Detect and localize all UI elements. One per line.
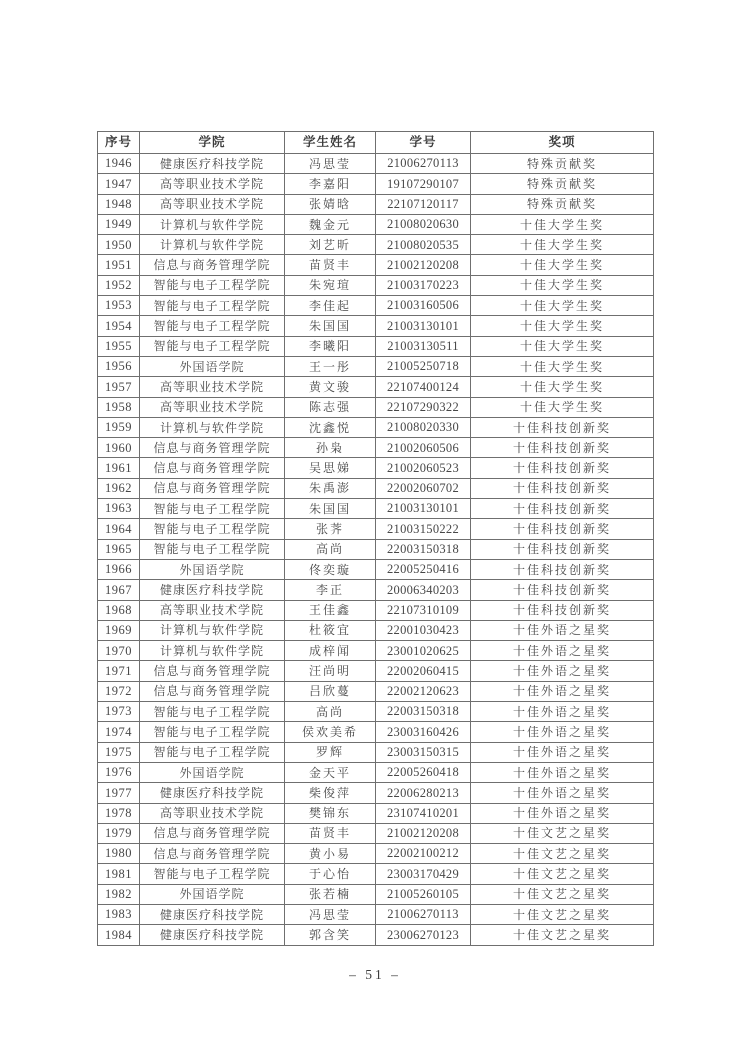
cell-college: 高等职业技术学院	[140, 600, 285, 620]
cell-serial: 1957	[98, 377, 140, 397]
table-row	[98, 438, 654, 458]
cell-student-name: 张荠	[285, 519, 376, 539]
cell-college: 外国语学院	[140, 356, 285, 376]
cell-serial: 1969	[98, 620, 140, 640]
cell-college: 健康医疗科技学院	[140, 925, 285, 945]
cell-college: 信息与商务管理学院	[140, 823, 285, 843]
cell-student-id: 22107400124	[376, 377, 471, 397]
cell-college: 信息与商务管理学院	[140, 458, 285, 478]
cell-student-id: 22006280213	[376, 783, 471, 803]
cell-student-id: 22107290322	[376, 397, 471, 417]
cell-college: 信息与商务管理学院	[140, 438, 285, 458]
cell-award: 十佳科技创新奖	[471, 600, 654, 620]
cell-serial: 1973	[98, 702, 140, 722]
table-row	[98, 174, 654, 194]
cell-serial: 1954	[98, 316, 140, 336]
cell-college: 信息与商务管理学院	[140, 844, 285, 864]
cell-student-id: 22002060415	[376, 661, 471, 681]
cell-student-name: 罗辉	[285, 742, 376, 762]
cell-student-name: 王佳鑫	[285, 600, 376, 620]
column-header-award: 奖项	[471, 132, 654, 154]
cell-serial: 1982	[98, 884, 140, 904]
cell-student-name: 苗贤丰	[285, 255, 376, 275]
table-row	[98, 458, 654, 478]
cell-student-id: 21003130101	[376, 316, 471, 336]
cell-award: 十佳外语之星奖	[471, 803, 654, 823]
cell-student-name: 高尚	[285, 702, 376, 722]
cell-student-name: 李嘉阳	[285, 174, 376, 194]
cell-award: 十佳文艺之星奖	[471, 844, 654, 864]
cell-student-name: 朱禹澎	[285, 478, 376, 498]
column-header-student-name: 学生姓名	[285, 132, 376, 154]
cell-student-id: 21002060506	[376, 438, 471, 458]
table-row	[98, 702, 654, 722]
column-header-serial: 序号	[98, 132, 140, 154]
cell-student-id: 21003160506	[376, 296, 471, 316]
cell-student-id: 21003130511	[376, 336, 471, 356]
cell-serial: 1968	[98, 600, 140, 620]
cell-college: 智能与电子工程学院	[140, 499, 285, 519]
cell-student-id: 22002100212	[376, 844, 471, 864]
table-row	[98, 397, 654, 417]
cell-serial: 1962	[98, 478, 140, 498]
table-row	[98, 194, 654, 214]
cell-award: 特殊贡献奖	[471, 194, 654, 214]
table-row	[98, 417, 654, 437]
cell-serial: 1949	[98, 214, 140, 234]
cell-student-id: 21003170223	[376, 275, 471, 295]
cell-serial: 1960	[98, 438, 140, 458]
cell-student-id: 21002120208	[376, 823, 471, 843]
cell-serial: 1983	[98, 904, 140, 924]
cell-college: 计算机与软件学院	[140, 641, 285, 661]
cell-serial: 1984	[98, 925, 140, 945]
cell-student-name: 汪尚明	[285, 661, 376, 681]
cell-award: 十佳文艺之星奖	[471, 864, 654, 884]
cell-award: 十佳外语之星奖	[471, 722, 654, 742]
table-row	[98, 356, 654, 376]
table-row	[98, 539, 654, 559]
table-row	[98, 803, 654, 823]
table-row	[98, 681, 654, 701]
cell-award: 十佳大学生奖	[471, 296, 654, 316]
cell-serial: 1977	[98, 783, 140, 803]
cell-student-name: 张婧晗	[285, 194, 376, 214]
cell-award: 十佳外语之星奖	[471, 661, 654, 681]
cell-serial: 1964	[98, 519, 140, 539]
cell-serial: 1948	[98, 194, 140, 214]
cell-award: 十佳外语之星奖	[471, 783, 654, 803]
table-row	[98, 925, 654, 945]
cell-serial: 1955	[98, 336, 140, 356]
cell-college: 外国语学院	[140, 559, 285, 579]
cell-award: 十佳大学生奖	[471, 255, 654, 275]
cell-student-name: 金天平	[285, 762, 376, 782]
cell-student-name: 佟奕璇	[285, 559, 376, 579]
cell-award: 特殊贡献奖	[471, 174, 654, 194]
table-row	[98, 559, 654, 579]
cell-serial: 1974	[98, 722, 140, 742]
cell-student-id: 23107410201	[376, 803, 471, 823]
cell-award: 十佳科技创新奖	[471, 478, 654, 498]
cell-student-name: 高尚	[285, 539, 376, 559]
cell-student-id: 21002060523	[376, 458, 471, 478]
cell-college: 健康医疗科技学院	[140, 154, 285, 174]
cell-serial: 1980	[98, 844, 140, 864]
cell-student-name: 朱宛瑄	[285, 275, 376, 295]
cell-student-id: 21008020630	[376, 214, 471, 234]
cell-student-name: 冯思莹	[285, 904, 376, 924]
cell-award: 十佳外语之星奖	[471, 681, 654, 701]
cell-student-id: 22005250416	[376, 559, 471, 579]
cell-award: 十佳科技创新奖	[471, 519, 654, 539]
cell-student-name: 黄小易	[285, 844, 376, 864]
cell-serial: 1953	[98, 296, 140, 316]
cell-student-name: 朱国国	[285, 316, 376, 336]
table-row	[98, 742, 654, 762]
table-row	[98, 600, 654, 620]
cell-student-id: 21003150222	[376, 519, 471, 539]
cell-award: 十佳大学生奖	[471, 377, 654, 397]
cell-college: 智能与电子工程学院	[140, 519, 285, 539]
cell-college: 外国语学院	[140, 762, 285, 782]
header-row	[98, 132, 654, 154]
cell-college: 高等职业技术学院	[140, 174, 285, 194]
cell-award: 十佳外语之星奖	[471, 742, 654, 762]
cell-college: 智能与电子工程学院	[140, 539, 285, 559]
cell-serial: 1966	[98, 559, 140, 579]
cell-serial: 1979	[98, 823, 140, 843]
table-row	[98, 904, 654, 924]
cell-student-id: 21005260105	[376, 884, 471, 904]
cell-student-name: 柴俊萍	[285, 783, 376, 803]
cell-serial: 1976	[98, 762, 140, 782]
cell-award: 十佳外语之星奖	[471, 620, 654, 640]
cell-serial: 1961	[98, 458, 140, 478]
cell-award: 十佳文艺之星奖	[471, 904, 654, 924]
cell-serial: 1951	[98, 255, 140, 275]
cell-serial: 1956	[98, 356, 140, 376]
cell-award: 十佳科技创新奖	[471, 539, 654, 559]
cell-award: 十佳大学生奖	[471, 356, 654, 376]
cell-student-name: 杜筱宜	[285, 620, 376, 640]
cell-serial: 1972	[98, 681, 140, 701]
cell-award: 十佳科技创新奖	[471, 417, 654, 437]
cell-student-id: 21008020330	[376, 417, 471, 437]
cell-serial: 1967	[98, 580, 140, 600]
cell-award: 十佳科技创新奖	[471, 499, 654, 519]
cell-award: 十佳文艺之星奖	[471, 823, 654, 843]
column-header-college: 学院	[140, 132, 285, 154]
cell-award: 十佳大学生奖	[471, 214, 654, 234]
cell-college: 计算机与软件学院	[140, 214, 285, 234]
column-header-student-id: 学号	[376, 132, 471, 154]
cell-student-id: 22005260418	[376, 762, 471, 782]
table-row	[98, 154, 654, 174]
cell-student-id: 22107310109	[376, 600, 471, 620]
cell-serial: 1959	[98, 417, 140, 437]
cell-award: 十佳大学生奖	[471, 235, 654, 255]
cell-college: 计算机与软件学院	[140, 417, 285, 437]
cell-student-name: 王一彤	[285, 356, 376, 376]
cell-award: 十佳大学生奖	[471, 336, 654, 356]
cell-college: 信息与商务管理学院	[140, 255, 285, 275]
cell-serial: 1946	[98, 154, 140, 174]
table-row	[98, 661, 654, 681]
cell-student-name: 魏金元	[285, 214, 376, 234]
cell-college: 信息与商务管理学院	[140, 661, 285, 681]
cell-student-name: 李佳起	[285, 296, 376, 316]
cell-award: 十佳文艺之星奖	[471, 884, 654, 904]
cell-student-id: 23003150315	[376, 742, 471, 762]
cell-serial: 1981	[98, 864, 140, 884]
cell-student-id: 23001020625	[376, 641, 471, 661]
table-row	[98, 844, 654, 864]
cell-student-name: 陈志强	[285, 397, 376, 417]
cell-serial: 1947	[98, 174, 140, 194]
cell-college: 健康医疗科技学院	[140, 783, 285, 803]
cell-student-name: 张若楠	[285, 884, 376, 904]
table-row	[98, 823, 654, 843]
page-number: – 51 –	[349, 967, 401, 982]
table-row	[98, 519, 654, 539]
cell-college: 高等职业技术学院	[140, 194, 285, 214]
cell-college: 外国语学院	[140, 884, 285, 904]
cell-student-id: 23006270123	[376, 925, 471, 945]
table-row	[98, 641, 654, 661]
cell-student-name: 朱国国	[285, 499, 376, 519]
table-row	[98, 255, 654, 275]
cell-serial: 1965	[98, 539, 140, 559]
table-row	[98, 620, 654, 640]
cell-student-id: 22003150318	[376, 539, 471, 559]
cell-student-id: 22107120117	[376, 194, 471, 214]
cell-college: 智能与电子工程学院	[140, 702, 285, 722]
table-row	[98, 478, 654, 498]
cell-student-id: 22002120623	[376, 681, 471, 701]
table-row	[98, 214, 654, 234]
cell-student-id: 21005250718	[376, 356, 471, 376]
table-row	[98, 783, 654, 803]
cell-college: 智能与电子工程学院	[140, 296, 285, 316]
table-row	[98, 316, 654, 336]
table-row	[98, 499, 654, 519]
cell-college: 智能与电子工程学院	[140, 275, 285, 295]
cell-student-id: 21008020535	[376, 235, 471, 255]
cell-serial: 1958	[98, 397, 140, 417]
cell-serial: 1963	[98, 499, 140, 519]
table-row	[98, 864, 654, 884]
cell-college: 信息与商务管理学院	[140, 681, 285, 701]
cell-serial: 1952	[98, 275, 140, 295]
cell-student-id: 19107290107	[376, 174, 471, 194]
cell-award: 十佳大学生奖	[471, 275, 654, 295]
cell-award: 十佳外语之星奖	[471, 762, 654, 782]
cell-college: 高等职业技术学院	[140, 397, 285, 417]
cell-student-id: 21003130101	[376, 499, 471, 519]
cell-student-name: 吴思娣	[285, 458, 376, 478]
cell-student-name: 樊锦东	[285, 803, 376, 823]
cell-student-name: 黄文骏	[285, 377, 376, 397]
cell-college: 健康医疗科技学院	[140, 580, 285, 600]
cell-student-name: 成梓闻	[285, 641, 376, 661]
cell-student-id: 22003150318	[376, 702, 471, 722]
cell-college: 智能与电子工程学院	[140, 336, 285, 356]
cell-college: 高等职业技术学院	[140, 803, 285, 823]
cell-college: 计算机与软件学院	[140, 620, 285, 640]
cell-serial: 1975	[98, 742, 140, 762]
cell-college: 智能与电子工程学院	[140, 742, 285, 762]
cell-student-name: 沈鑫悦	[285, 417, 376, 437]
cell-college: 信息与商务管理学院	[140, 478, 285, 498]
cell-student-name: 苗贤丰	[285, 823, 376, 843]
cell-award: 十佳科技创新奖	[471, 458, 654, 478]
cell-student-id: 21002120208	[376, 255, 471, 275]
cell-student-name: 孙枭	[285, 438, 376, 458]
cell-student-id: 21006270113	[376, 154, 471, 174]
cell-student-name: 刘艺昕	[285, 235, 376, 255]
table-row	[98, 762, 654, 782]
cell-student-name: 于心怡	[285, 864, 376, 884]
cell-award: 十佳文艺之星奖	[471, 925, 654, 945]
table-row	[98, 296, 654, 316]
cell-student-id: 20006340203	[376, 580, 471, 600]
cell-student-name: 李正	[285, 580, 376, 600]
cell-award: 十佳外语之星奖	[471, 702, 654, 722]
table-row	[98, 275, 654, 295]
cell-award: 特殊贡献奖	[471, 154, 654, 174]
cell-award: 十佳科技创新奖	[471, 559, 654, 579]
cell-college: 智能与电子工程学院	[140, 722, 285, 742]
table-row	[98, 580, 654, 600]
table-row	[98, 722, 654, 742]
cell-award: 十佳外语之星奖	[471, 641, 654, 661]
cell-student-name: 郭含笑	[285, 925, 376, 945]
cell-award: 十佳大学生奖	[471, 316, 654, 336]
cell-student-id: 21006270113	[376, 904, 471, 924]
awards-table	[97, 131, 654, 946]
cell-student-id: 23003170429	[376, 864, 471, 884]
cell-student-id: 22001030423	[376, 620, 471, 640]
cell-award: 十佳科技创新奖	[471, 580, 654, 600]
cell-student-name: 侯欢美希	[285, 722, 376, 742]
table-row	[98, 336, 654, 356]
cell-college: 健康医疗科技学院	[140, 904, 285, 924]
cell-student-id: 22002060702	[376, 478, 471, 498]
cell-college: 计算机与软件学院	[140, 235, 285, 255]
cell-student-name: 吕欣蔓	[285, 681, 376, 701]
cell-college: 智能与电子工程学院	[140, 316, 285, 336]
cell-student-id: 23003160426	[376, 722, 471, 742]
cell-student-name: 冯思莹	[285, 154, 376, 174]
table-row	[98, 235, 654, 255]
cell-award: 十佳科技创新奖	[471, 438, 654, 458]
cell-college: 智能与电子工程学院	[140, 864, 285, 884]
cell-college: 高等职业技术学院	[140, 377, 285, 397]
cell-student-name: 李曦阳	[285, 336, 376, 356]
cell-serial: 1950	[98, 235, 140, 255]
cell-award: 十佳大学生奖	[471, 397, 654, 417]
table-row	[98, 884, 654, 904]
table-row	[98, 377, 654, 397]
cell-serial: 1978	[98, 803, 140, 823]
cell-serial: 1970	[98, 641, 140, 661]
cell-serial: 1971	[98, 661, 140, 681]
